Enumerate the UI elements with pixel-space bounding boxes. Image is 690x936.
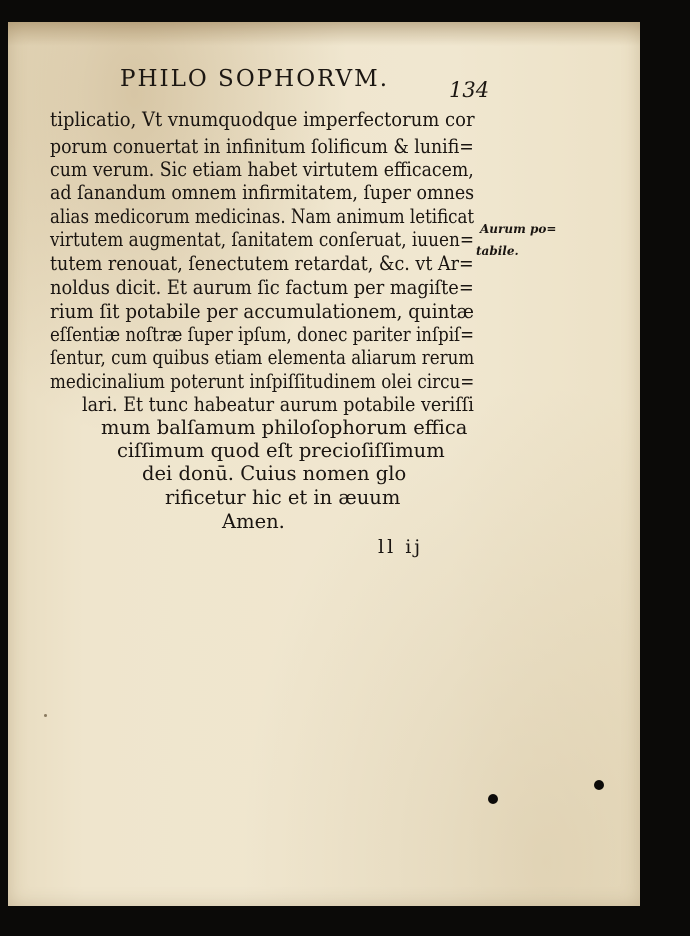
text-line: dei donū. Cuius nomen glo	[142, 462, 407, 485]
text-line: cum verum. Sic etiam habet virtutem efficacem,	[50, 158, 474, 181]
text-line: lari. Et tunc habeatur aurum potabile veriſſi	[82, 393, 474, 416]
margin-note-line-2: tabile.	[476, 244, 519, 258]
page-top-edge-stain	[8, 22, 640, 46]
text-line: rium ſit potabile per accumulationem, quintæ	[50, 300, 474, 323]
text-line: eſſentiæ noſtræ ſuper ipſum, donec pariter inſpiſ=	[50, 323, 475, 346]
text-line: Amen.	[222, 510, 285, 533]
text-line: ad ſanandum omnem infirmitatem, ſuper omnes	[50, 181, 475, 204]
margin-note-line-1: Aurum po=	[480, 222, 557, 236]
text-line: tutem renouat, ſenectutem retardat, &c. vt Ar=	[50, 252, 474, 275]
text-line: noldus dicit. Et aurum ſic factum per magiſte=	[50, 276, 474, 299]
text-line: porum conuertat in infinitum ſolificum & lunifi=	[50, 135, 474, 158]
ink-speck	[594, 780, 604, 790]
text-line: tiplicatio, Vt vnumquodque imperfectorum cor	[50, 108, 475, 131]
text-line: ciſſimum quod eſt precioſiſſimum	[117, 439, 445, 462]
folio-number: 134	[449, 78, 490, 102]
running-head: PHILO SOPHORVM.	[120, 66, 390, 92]
text-line: rificetur hic et in æuum	[165, 486, 401, 509]
text-line: mum balſamum philoſophorum effica	[101, 416, 468, 439]
text-line: medicinalium poterunt inſpiſſitudinem olei circu=	[50, 370, 475, 393]
signature-mark: ll ij	[378, 536, 424, 558]
ink-speck	[44, 714, 47, 717]
text-line: virtutem augmentat, ſanitatem conſeruat, iuuen=	[50, 228, 474, 251]
text-line: ſentur, cum quibus etiam elementa aliarum rerum	[50, 346, 475, 369]
text-line: alias medicorum medicinas. Nam animum letificat	[50, 205, 475, 228]
ink-speck	[488, 794, 498, 804]
